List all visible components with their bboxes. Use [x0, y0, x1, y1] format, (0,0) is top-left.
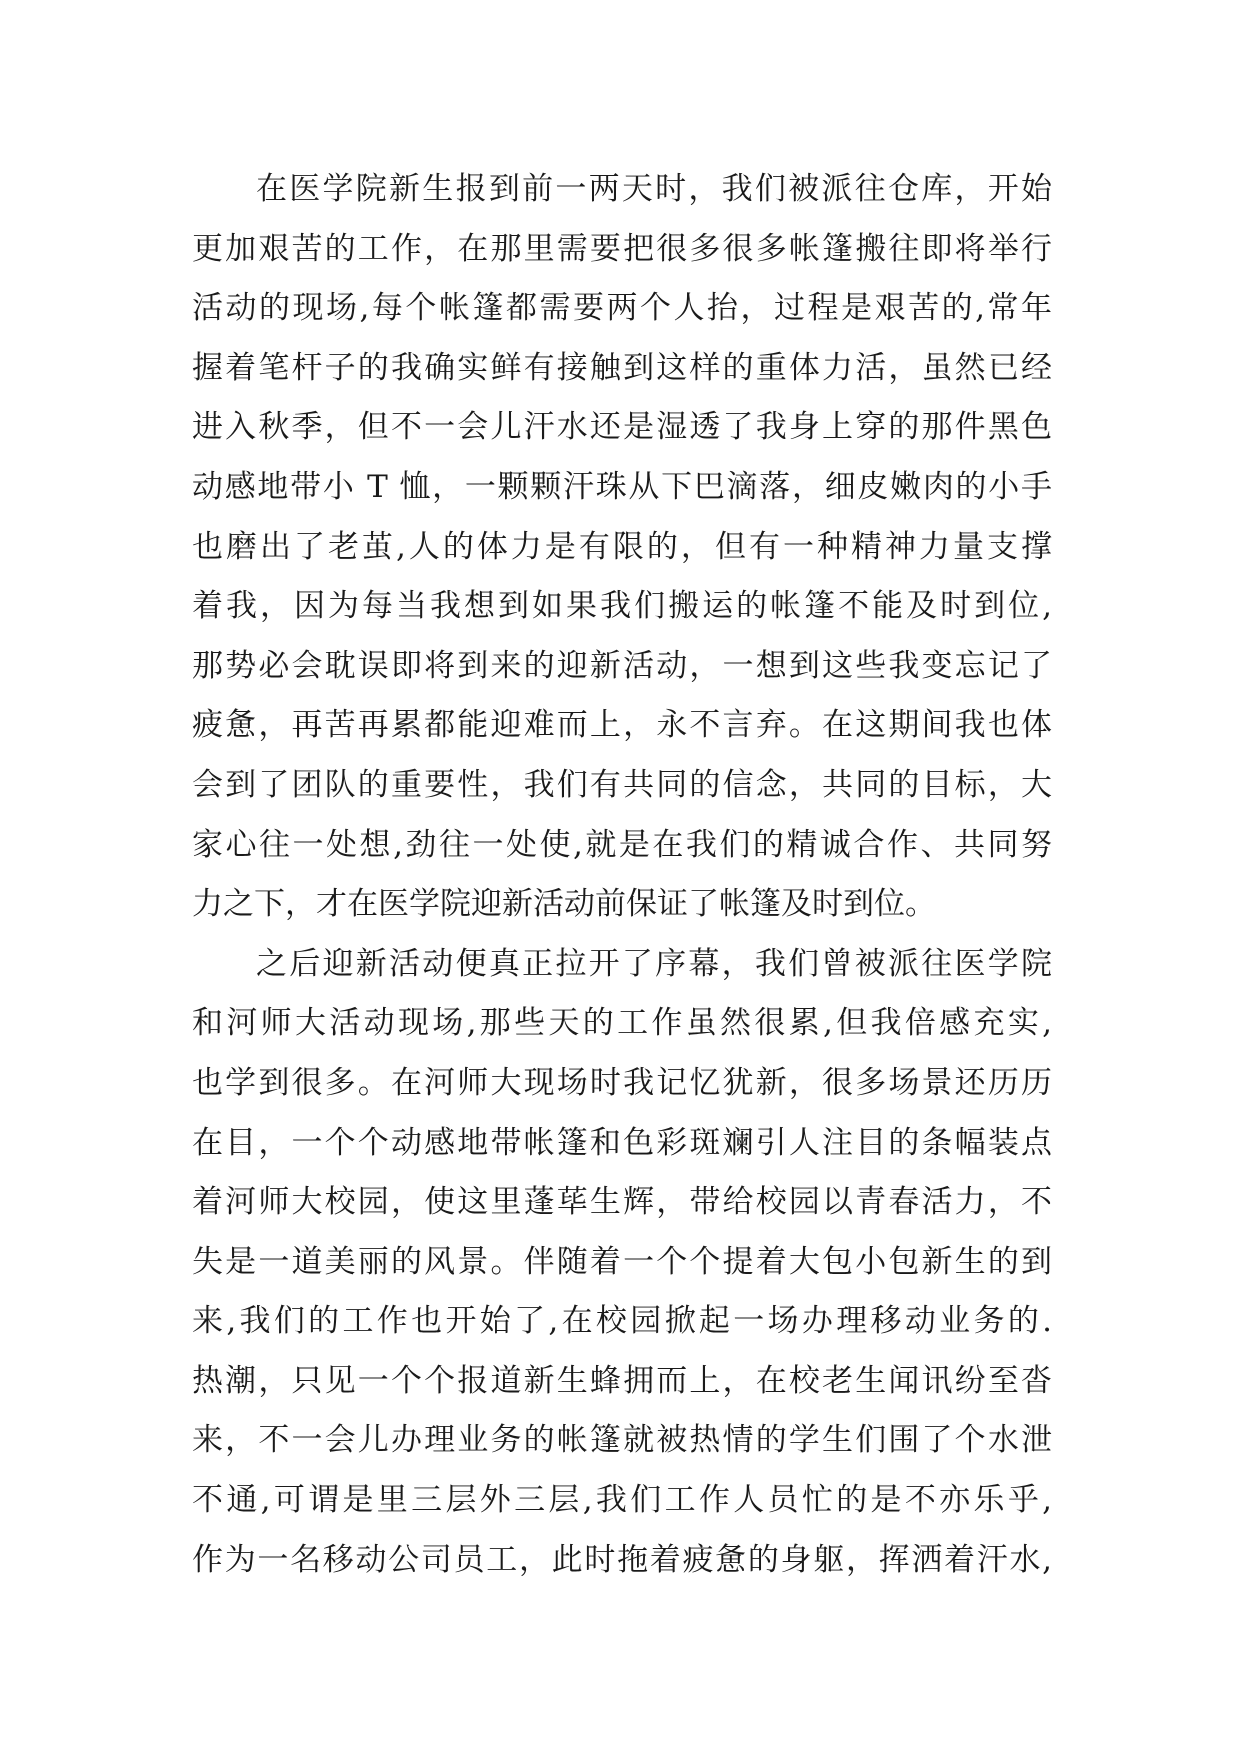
text-line: 也学到很多。在河师大现场时我记忆犹新，很多场景还历历	[192, 1064, 1052, 1101]
text-line: 着河师大校园，使这里蓬荜生辉，带给校园以青春活力，不	[192, 1184, 1052, 1221]
text-line: 热潮，只见一个个报道新生蜂拥而上，在校老生闻讯纷至沓	[192, 1362, 1052, 1399]
text-line: 家心往一处想,劲往一处使,就是在我们的精诚合作、共同努	[192, 826, 1052, 863]
text-line: 也磨出了老茧,人的体力是有限的，但有一种精神力量支撑	[192, 528, 1052, 565]
text-line: 和河师大活动现场,那些天的工作虽然很累,但我倍感充实,	[192, 1005, 1052, 1042]
text-line: 会到了团队的重要性，我们有共同的信念，共同的目标，大	[192, 766, 1052, 803]
paragraph-1	[192, 160, 1052, 935]
text-line: 那势必会耽误即将到来的迎新活动，一想到这些我变忘记了	[192, 647, 1052, 684]
text-line: 着我，因为每当我想到如果我们搬运的帐篷不能及时到位,	[192, 588, 1052, 625]
text-line: 作为一名移动公司员工，此时拖着疲惫的身躯，挥洒着汗水,	[192, 1541, 1052, 1578]
text-line: 失是一道美丽的风景。伴随着一个个提着大包小包新生的到	[192, 1243, 1052, 1280]
text-line: 之后迎新活动便真正拉开了序幕，我们曾被派往医学院	[256, 945, 1052, 982]
text-line: 疲惫，再苦再累都能迎难而上，永不言弃。在这期间我也体	[192, 707, 1052, 744]
paragraph-2	[192, 935, 1052, 1591]
text-line: 不通,可谓是里三层外三层,我们工作人员忙的是不亦乐乎,	[192, 1482, 1052, 1519]
text-line: 在医学院新生报到前一两天时，我们被派往仓库，开始	[256, 171, 1052, 207]
text-line: 活动的现场,每个帐篷都需要两个人抬，过程是艰苦的,常年	[192, 290, 1052, 327]
text-line: 动感地带小 T 恤，一颗颗汗珠从下巴滴落，细皮嫩肉的小手	[192, 468, 1052, 505]
text-line: 更加艰苦的工作，在那里需要把很多很多帐篷搬往即将举行	[192, 230, 1052, 267]
text-line: 握着笔杆子的我确实鲜有接触到这样的重体力活，虽然已经	[192, 349, 1052, 386]
text-line: 来，不一会儿办理业务的帐篷就被热情的学生们围了个水泄	[192, 1422, 1052, 1459]
text-line: 在目，一个个动感地带帐篷和色彩斑斓引人注目的条幅装点	[192, 1124, 1052, 1161]
document-body	[192, 160, 1052, 1590]
text-line: 来,我们的工作也开始了,在校园掀起一场办理移动业务的.	[192, 1303, 1052, 1340]
text-line: 力之下，才在医学院迎新活动前保证了帐篷及时到位。	[192, 886, 936, 923]
text-line: 进入秋季，但不一会儿汗水还是湿透了我身上穿的那件黑色	[192, 409, 1052, 446]
